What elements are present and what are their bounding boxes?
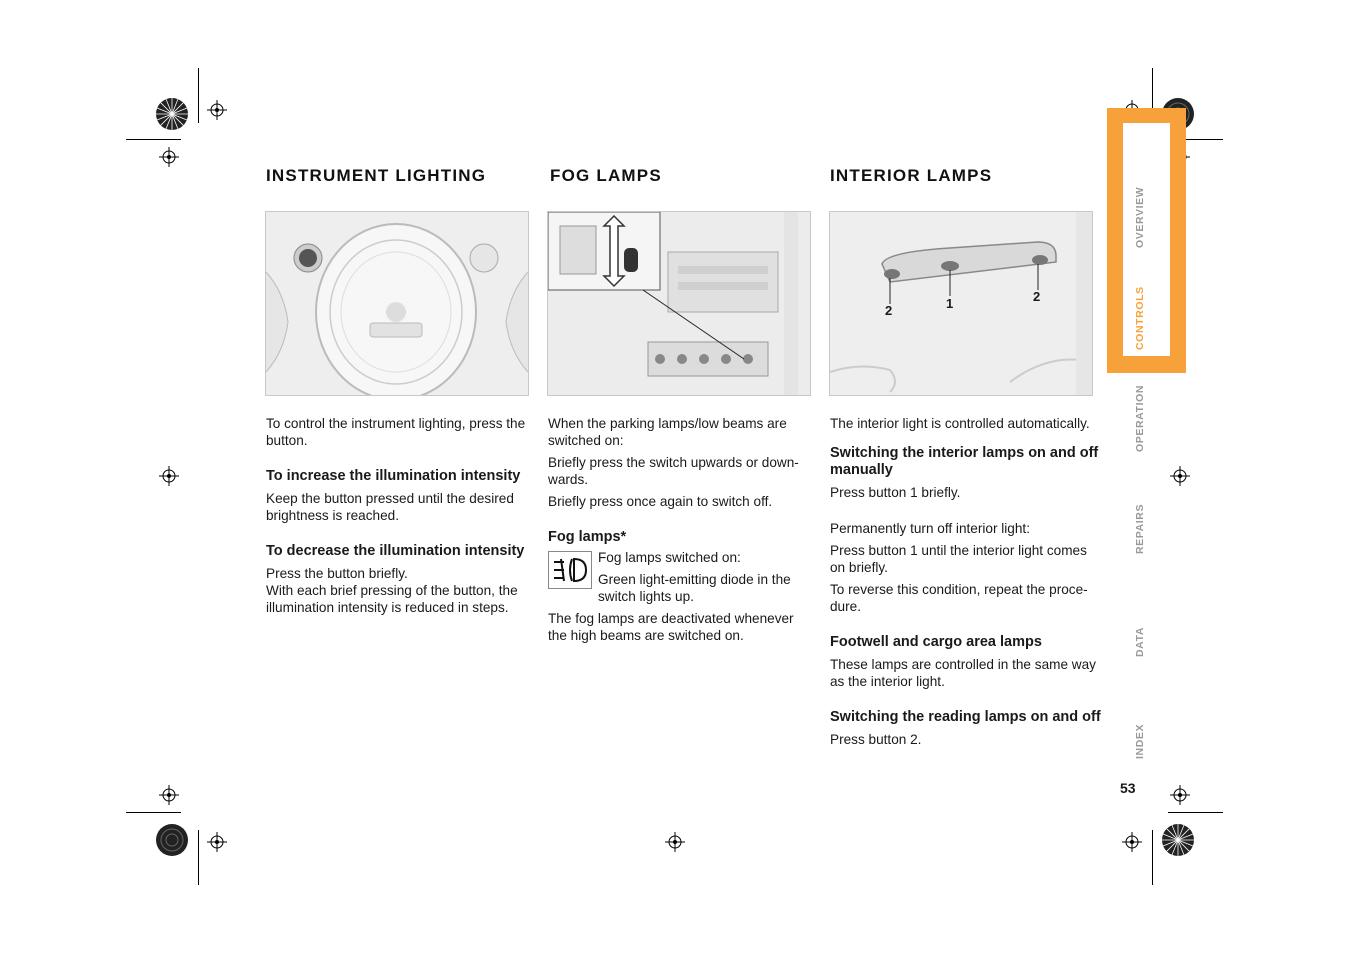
fog-lamps-title: FOG LAMPS [550, 166, 662, 185]
interior-lamps-column [830, 415, 1102, 748]
fog-lamps-heading: Fog lamps* [548, 529, 627, 545]
registration-mark-icon [1170, 466, 1190, 486]
reading-heading: Switching the reading lamps on and off [830, 709, 1101, 725]
footwell-heading: Footwell and cargo area lamps [830, 634, 1042, 650]
instrument-intro: To control the instrument lighting, press the button. [266, 416, 526, 448]
registration-mark-icon [1122, 832, 1142, 852]
star-target-icon [155, 97, 189, 131]
fog-lamp-switch-figure [547, 211, 811, 396]
tab-overview[interactable]: OVERVIEW [1134, 186, 1146, 248]
registration-mark-icon [665, 832, 685, 852]
fog-switched-on: Fog lamps switched on: [598, 550, 741, 565]
callout-label-2: 2 [1033, 289, 1041, 304]
callout-label-2: 2 [885, 303, 893, 318]
footwell-text: These lamps are controlled in the same way as the interior light. [830, 657, 1096, 689]
decrease-heading: To decrease the illumination intensity [266, 543, 525, 559]
manual-text: Press button 1 briefly. [830, 485, 961, 500]
instrument-cluster-figure [265, 211, 529, 396]
perm-off-text: Permanently turn off interior light: [830, 521, 1030, 536]
fog-diode: Green light-emitting diode in the switch lights up. [598, 572, 791, 604]
perm-detail: Press button 1 until the interior light comes on briefly. [830, 543, 1087, 575]
registration-mark-icon [1170, 785, 1190, 805]
tab-controls[interactable]: CONTROLS [1134, 286, 1146, 350]
reading-text: Press button 2. [830, 732, 922, 747]
fog-intro: When the parking lamps/low beams are switched on: [548, 416, 787, 448]
increase-text: Keep the button pressed until the desired brightness is reached. [266, 491, 514, 523]
interior-lamp-figure [829, 211, 1093, 396]
interior-intro: The interior light is controlled automatically. [830, 416, 1090, 431]
reverse-text: To reverse this condition, repeat the proce-dure. [830, 582, 1088, 614]
tab-repairs[interactable]: REPAIRS [1134, 503, 1146, 554]
active-tab-inner [1123, 123, 1170, 356]
callout-label-1: 1 [946, 296, 954, 311]
interior-lamps-title: INTERIOR LAMPS [830, 166, 993, 185]
fog-deactivated: The fog lamps are deactivated whenever the high beams are switched on. [548, 611, 794, 643]
fog-lamps-column [548, 415, 813, 644]
manual-heading: Switching the interior lamps on and off manually [830, 445, 1099, 478]
fog-lamp-icon [548, 551, 592, 589]
registration-mark-icon [207, 100, 227, 120]
fog-press-off: Briefly press once again to switch off. [548, 494, 773, 509]
instrument-lighting-title: INSTRUMENT LIGHTING [266, 166, 487, 185]
decrease-detail: With each brief pressing of the button, the illumination intensity is reduced in steps. [266, 583, 518, 615]
fog-press-up: Briefly press the switch upwards or down-wards. [548, 455, 799, 487]
star-target-icon [1161, 823, 1195, 857]
tab-operation[interactable]: OPERATION [1134, 384, 1146, 452]
registration-mark-icon [207, 832, 227, 852]
page-number: 53 [1120, 780, 1136, 796]
instrument-lighting-column [266, 415, 536, 616]
registration-mark-icon [159, 147, 179, 167]
star-target-icon [155, 823, 189, 857]
registration-mark-icon [159, 785, 179, 805]
increase-heading: To increase the illumination intensity [266, 468, 521, 484]
registration-mark-icon [159, 466, 179, 486]
tab-index[interactable]: INDEX [1134, 723, 1146, 759]
decrease-text: Press the button briefly. [266, 566, 408, 581]
tab-data[interactable]: DATA [1134, 626, 1146, 657]
